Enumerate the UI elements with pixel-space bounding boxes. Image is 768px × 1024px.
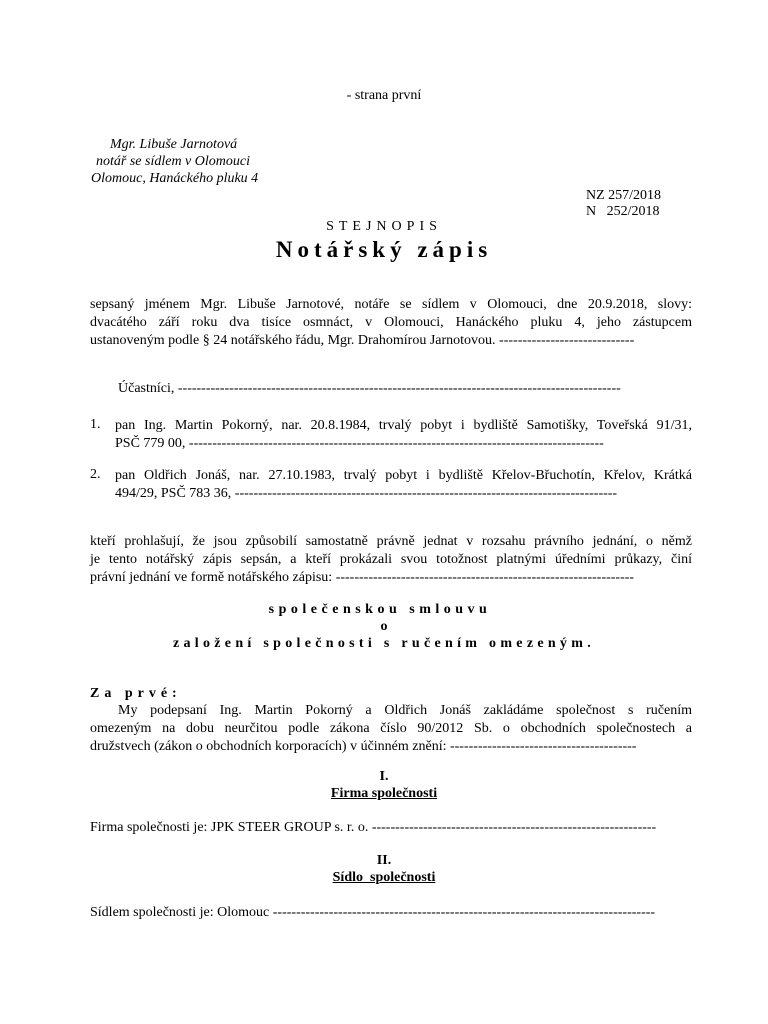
section-title: Sídlo společnosti [332, 870, 436, 885]
first-paragraph [90, 702, 692, 756]
participants-label: Účastníci, ----------------------------------------------------------------------------------------------- [118, 381, 621, 396]
contract-title-line: společenskou smlouvu [268, 602, 492, 617]
declaration-line: kteří prohlašují, že jsou způsobilí samostatně právně jednat v rozsahu právního jednání, o němž [90, 534, 692, 549]
intro-line: ustanoveným podle § 24 notářského řádu, Mgr. Drahomírou Jarnotovou. ----------------------------- [90, 333, 635, 348]
intro-paragraph [90, 296, 692, 350]
contract-title-line: o [380, 619, 388, 634]
participant-line: pan Oldřich Jonáš, nar. 27.10.1983, trvalý pobyt i bydliště Křelov-Břuchotín, Křelov, Krátká [115, 468, 692, 483]
participant-text [115, 467, 692, 503]
section-number: I. [379, 769, 389, 784]
participant-line: pan Ing. Martin Pokorný, nar. 20.8.1984, trvalý pobyt i bydliště Samotišky, Toveřská 91/31, [115, 418, 692, 433]
declaration-line: právní jednání ve formě notářského zápisu: ---------------------------------------------------------------- [90, 570, 635, 585]
first-line: omezeným na dobu neurčitou podle zákona číslo 90/2012 Sb. o obchodních společnostech a [90, 721, 692, 736]
n-number: N 252/2018 [586, 204, 660, 219]
declaration-paragraph [90, 533, 692, 587]
participant-line: 494/29, PSČ 783 36, ---------------------------------------------------------------------------------- [115, 486, 618, 501]
page-label: - strana první [346, 88, 422, 103]
contract-title-line: založení společnosti s ručením omezeným. [172, 636, 595, 651]
first-line: družstvech (zákon o obchodních korporacích) v účinném znění: ---------------------------------------- [90, 739, 637, 754]
participant-number: 1. [90, 417, 101, 432]
section-body: Firma společnosti je: JPK STEER GROUP s. r. o. ------------------------------------------------------------- [90, 820, 657, 835]
first-line: My podepsaní Ing. Martin Pokorný a Oldřich Jonáš zakládáme společnost s ručením [118, 703, 692, 718]
intro-line: dvacátého září roku dva tisíce osmnáct, v Olomouci, Hanáckého pluku 4, jeho zástupcem [90, 315, 692, 330]
section-body: Sídlem společnosti je: Olomouc ---------------------------------------------------------------------------------- [90, 905, 656, 920]
document-title: Notářský zápis [275, 237, 493, 262]
section-number: II. [376, 853, 392, 868]
intro-line: sepsaný jménem Mgr. Libuše Jarnotové, notáře se sídlem v Olomouci, dne 20.9.2018, slovy: [90, 297, 692, 312]
participant-text [115, 417, 692, 453]
declaration-line: je tento notářský zápis sepsán, a kteří prokázali svou totožnost platnými úředními průkazy, činí [90, 552, 692, 567]
nz-number: NZ 257/2018 [586, 188, 662, 203]
participant-line: PSČ 779 00, ----------------------------------------------------------------------------------------- [115, 436, 604, 451]
section-title: Firma společnosti [330, 786, 438, 801]
first-heading: Za prvé: [90, 686, 182, 701]
notary-address: Olomouc, Hanáckého pluku 4 [91, 171, 259, 186]
notary-name: Mgr. Libuše Jarnotová [110, 137, 238, 152]
copy-label: STEJNOPIS [326, 219, 442, 234]
participant-number: 2. [90, 467, 101, 482]
notary-seat: notář se sídlem v Olomouci [96, 154, 250, 169]
